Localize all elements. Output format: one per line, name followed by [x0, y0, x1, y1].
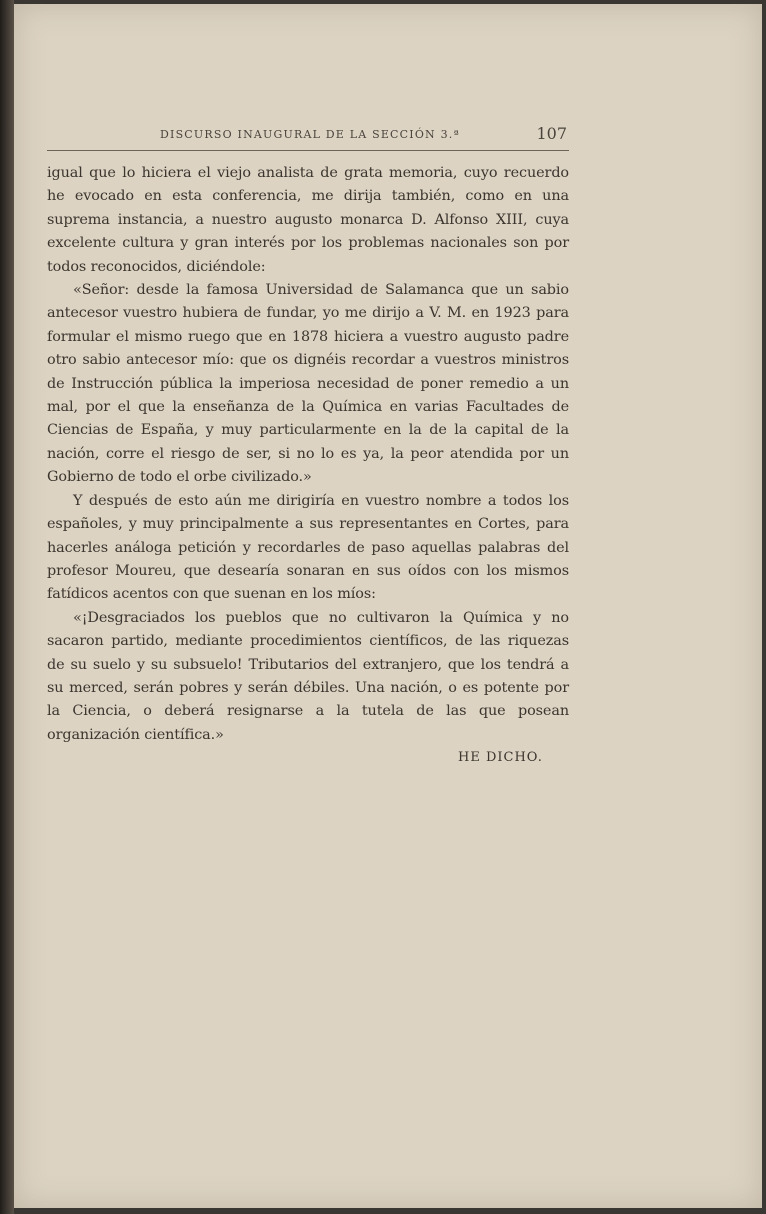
page-header [47, 124, 569, 151]
closing-signature: HE DICHO. [458, 750, 543, 765]
paragraph-3: Y después de esto aún me dirigiría en vuestro nombre a todos los españoles, y muy principalmente a sus representantes en Cortes, para hacerles análoga petición y recordarles de paso aquellas palabras del profesor Moureu, que desearía sonaran en sus oídos con los mismos fatídicos acentos con que suenan en los míos: [47, 492, 569, 603]
running-title: DISCURSO INAUGURAL DE LA SECCIÓN 3.ª [160, 128, 460, 141]
paragraph-4: «¡Desgraciados los pueblos que no cultivaron la Química y no sacaron partido, mediante procedimientos científicos, de las riquezas de su suelo y su subsuelo! Tributarios del extranjero, que los tendrá a su merced, serán pobres y serán débiles. Una nación, o es potente por la Ciencia, o deberá resignarse a la tutela de las que posean organización científica.» [47, 609, 569, 743]
body-text [47, 162, 569, 747]
paragraph-2: «Señor: desde la famosa Universidad de Salamanca que un sabio antecesor vuestro hubiera de fundar, yo me dirijo a V. M. en 1923 para formular el mismo ruego que en 1878 hiciera a vuestro augusto padre otro sabio antecesor mío: que os dignéis recordar a vuestros ministros de Instrucción pública la imperiosa necesidad de poner remedio a un mal, por el que la enseñanza de la Química en varias Facultades de Ciencias de España, y muy particularmente en la de la capital de la nación, corre el riesgo de ser, si no lo es ya, la peor atendida por un Gobierno de todo el orbe civilizado.» [47, 282, 569, 486]
page-number: 107 [536, 124, 567, 143]
book-gutter-shadow [0, 0, 14, 1214]
paragraph-1: igual que lo hiciera el viejo analista de grata memoria, cuyo recuerdo he evocado en esta conferencia, me dirija también, como en una suprema instancia, a nuestro augusto monarca D. Alfonso XIII, cuya excelente cultura y gran interés por los problemas nacionales son por todos reconocidos, diciéndole: [47, 165, 569, 275]
